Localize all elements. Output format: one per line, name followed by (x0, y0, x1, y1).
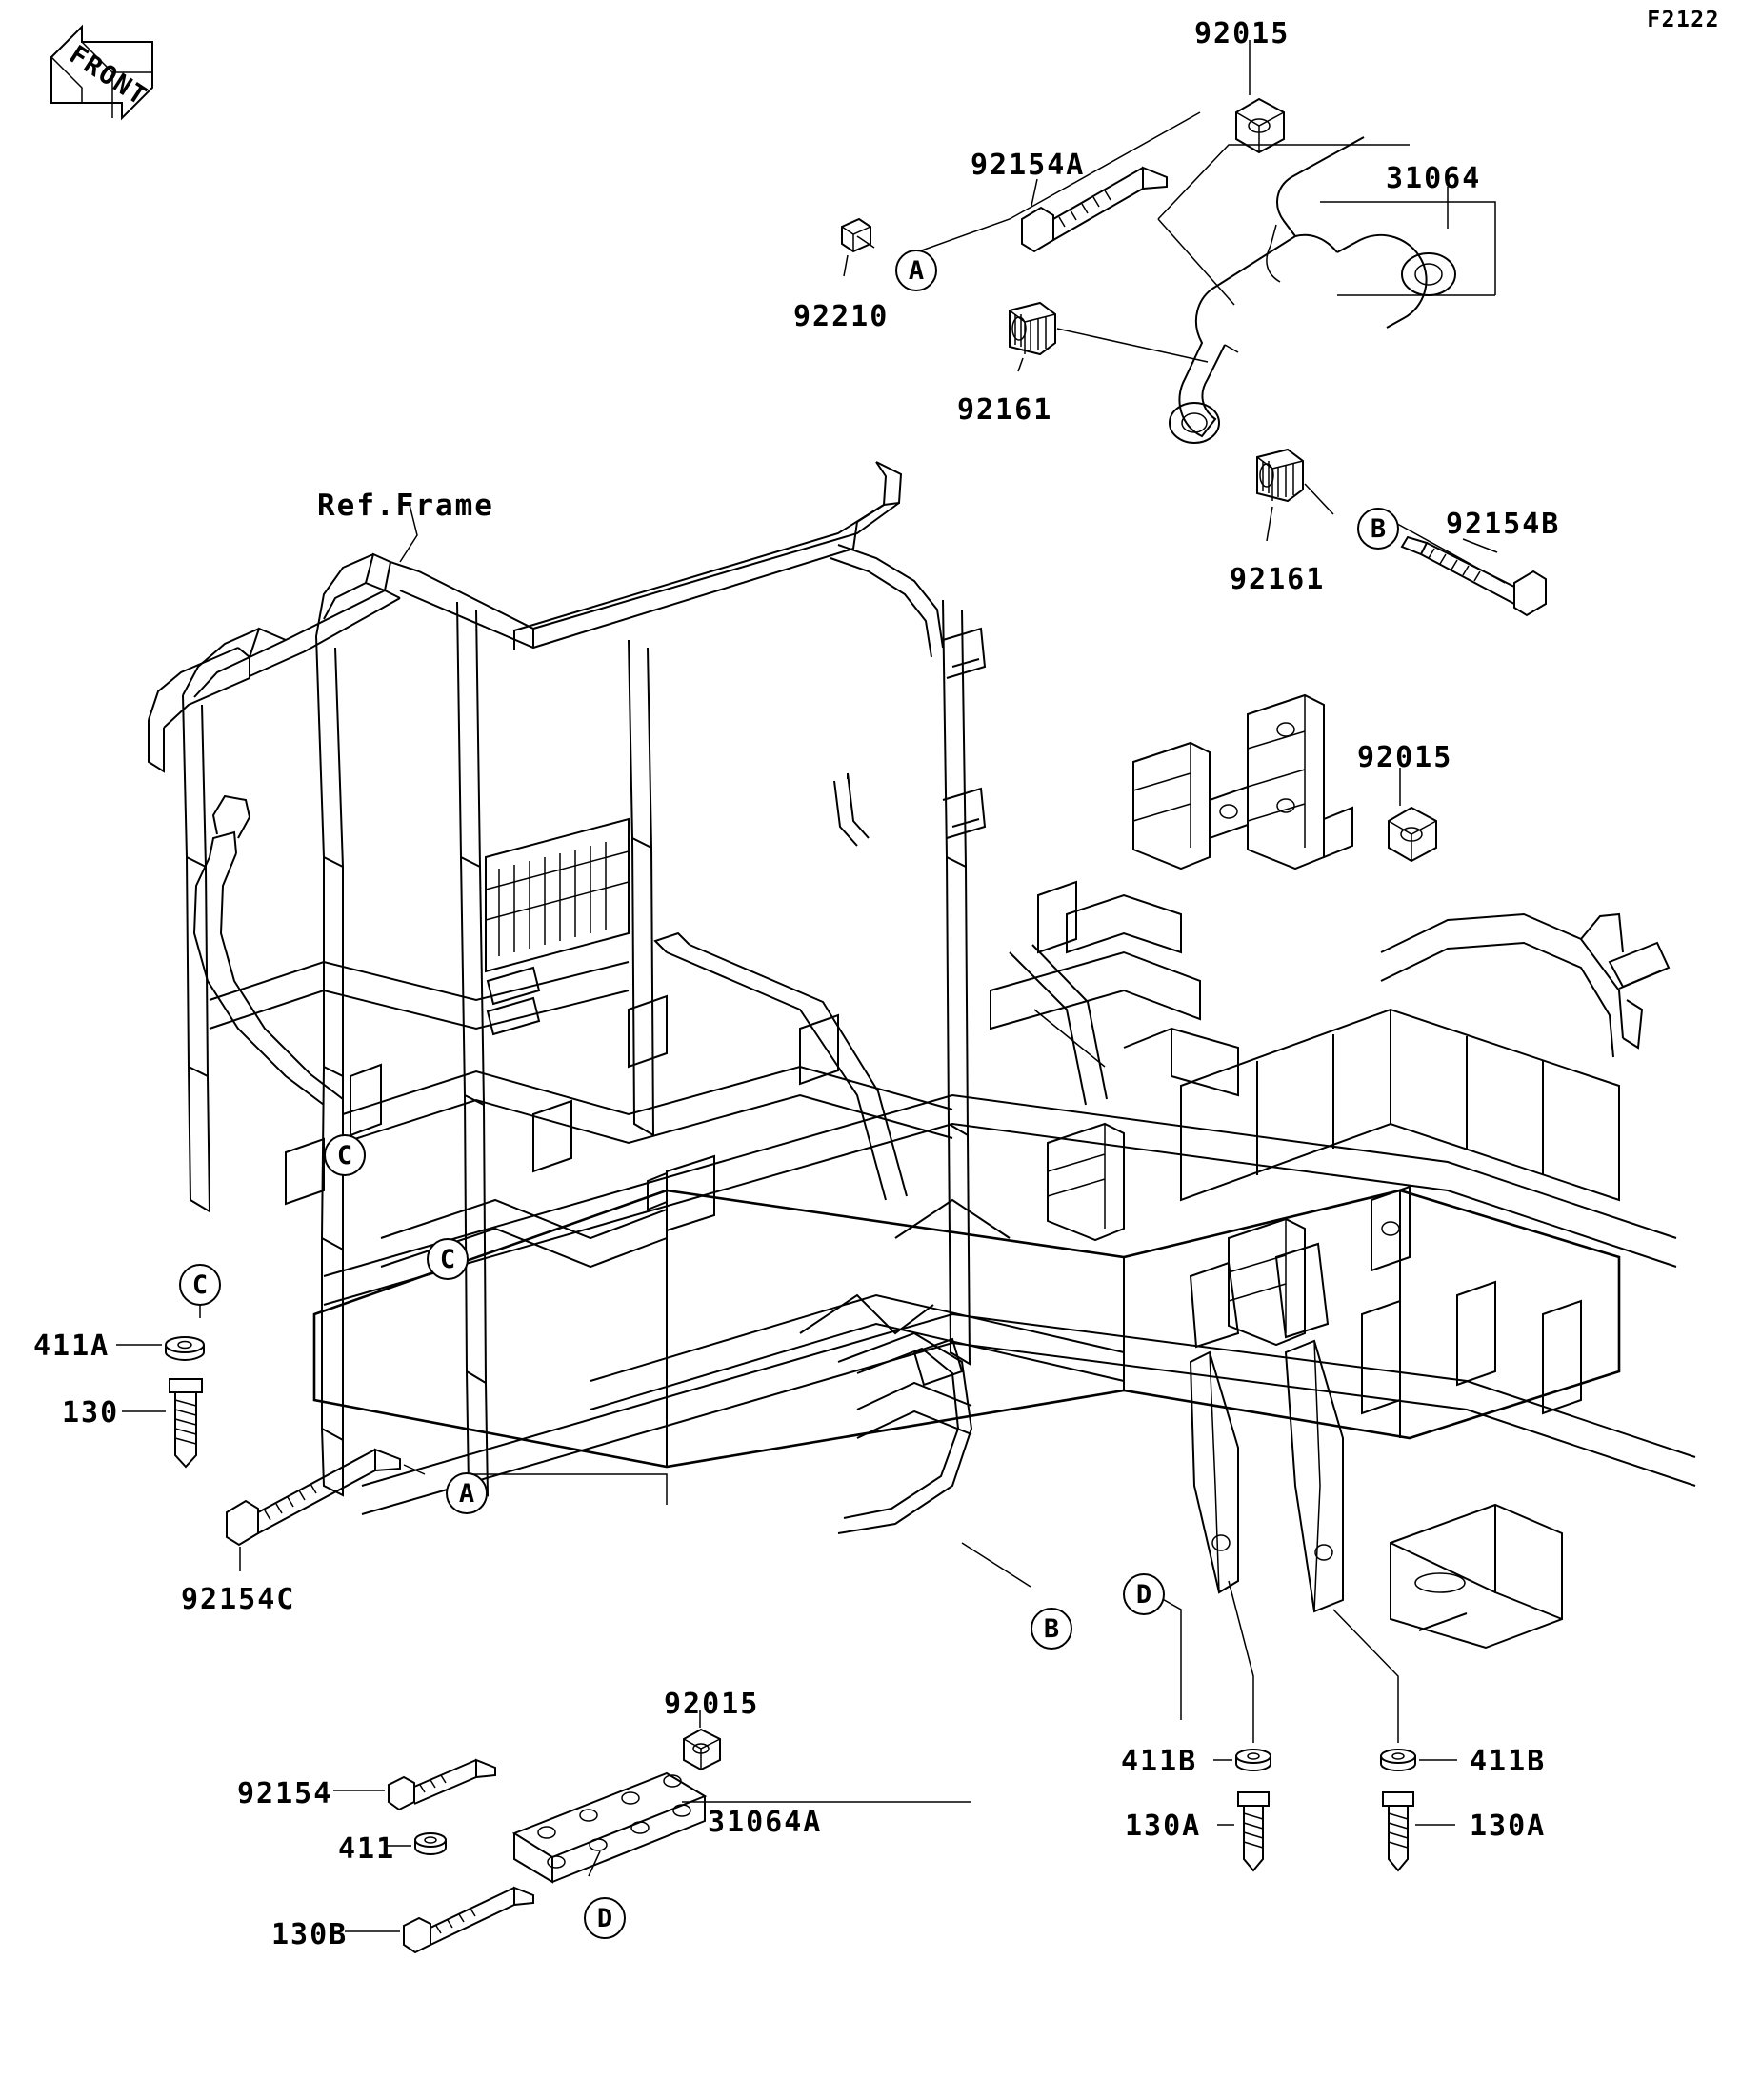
part-92210 (842, 219, 870, 251)
part-label-411A: 411A (33, 1330, 110, 1363)
part-130 (170, 1379, 202, 1467)
callout-d-bottom: D (584, 1897, 626, 1939)
callout-c-lower: C (427, 1238, 469, 1280)
part-label-130A-left: 130A (1125, 1810, 1202, 1843)
callout-c-upper: C (324, 1134, 366, 1176)
part-label-31064A: 31064A (708, 1806, 823, 1839)
part-label-92161-lower: 92161 (1230, 563, 1326, 596)
part-label-92154C: 92154C (181, 1583, 296, 1616)
part-label-411B-right: 411B (1470, 1745, 1547, 1778)
callout-a-bottom: A (446, 1472, 488, 1514)
part-label-130: 130 (62, 1396, 120, 1430)
part-label-130A-right: 130A (1470, 1810, 1547, 1843)
part-label-92154A: 92154A (971, 149, 1086, 182)
part-label-92161-upper: 92161 (957, 393, 1053, 427)
part-label-92015-bottom: 92015 (664, 1688, 760, 1721)
part-92161-lower (1257, 450, 1303, 501)
part-130B (404, 1888, 533, 1952)
part-31064A (514, 1773, 705, 1882)
part-label-92210: 92210 (793, 300, 890, 333)
callout-a-top: A (895, 250, 937, 291)
part-92154 (389, 1760, 495, 1810)
part-411B-left (1236, 1750, 1271, 1770)
part-92015-top (1236, 99, 1284, 152)
part-411B-right (1381, 1750, 1415, 1770)
part-label-411B-left: 411B (1121, 1745, 1198, 1778)
part-label-130B: 130B (271, 1918, 349, 1951)
part-92154C (227, 1450, 400, 1545)
part-label-411: 411 (338, 1832, 396, 1866)
part-label-92154: 92154 (237, 1777, 333, 1810)
front-direction-marker (46, 19, 170, 138)
part-92015-bottom (684, 1730, 720, 1770)
part-130A-right (1383, 1792, 1413, 1870)
part-411A (166, 1337, 204, 1360)
frame-assembly (149, 462, 1695, 1648)
part-130A-left (1238, 1792, 1269, 1870)
front-label: FRONT (64, 40, 153, 112)
part-92161-upper (1010, 303, 1055, 354)
callout-b-top: B (1357, 508, 1399, 550)
part-label-92154B: 92154B (1446, 508, 1561, 541)
part-92154B (1402, 537, 1546, 615)
ref-frame-label: Ref.Frame (317, 489, 494, 523)
part-label-92015-mid: 92015 (1357, 741, 1453, 774)
part-label-92015-top: 92015 (1194, 17, 1291, 50)
part-label-31064: 31064 (1386, 162, 1482, 195)
sheet-code-label: F2122 (1647, 8, 1720, 32)
callout-b-bottom: B (1031, 1608, 1072, 1650)
callout-c-left: C (179, 1264, 221, 1306)
callout-d-frame: D (1123, 1573, 1165, 1615)
part-411 (415, 1833, 446, 1854)
part-92015-mid (1389, 808, 1436, 861)
